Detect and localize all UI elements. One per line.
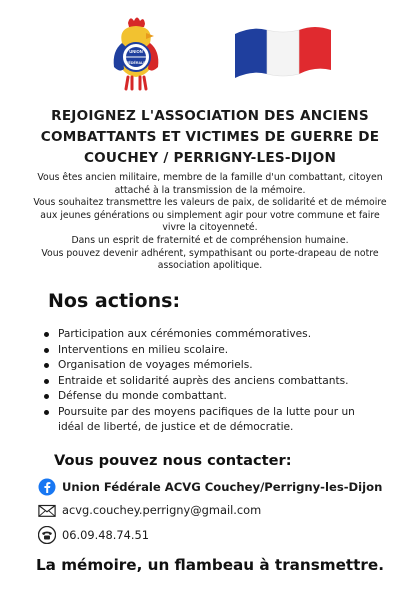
contact-heading: Vous pouvez nous contacter: xyxy=(54,452,292,469)
logo-text-bottom: FÉDÉRALE xyxy=(126,61,146,65)
title-line-1: REJOIGNEZ L'ASSOCIATION DES ANCIENS xyxy=(51,108,369,124)
actions-list xyxy=(44,327,384,436)
intro-line: Vous souhaitez transmettre les valeurs de paix, de solidarité et de mémoire xyxy=(33,197,387,209)
facebook-label[interactable]: Union Fédérale ACVG Couchey/Perrigny-les-Dijon xyxy=(62,480,383,494)
bullet-icon xyxy=(44,363,49,368)
list-item-text: Organisation de voyages mémoriels. xyxy=(58,359,253,371)
bullet-icon xyxy=(44,410,49,415)
bullet-icon xyxy=(44,394,49,399)
intro-line: aux jeunes générations ou simplement agir pour votre commune et faire xyxy=(40,209,380,221)
list-item-text: Poursuite par des moyens pacifiques de la lutte pour un xyxy=(58,405,355,418)
bullet-icon xyxy=(44,379,49,384)
french-flag-icon xyxy=(233,20,333,84)
list-item-text: Défense du monde combattant. xyxy=(58,390,227,402)
intro-line: attaché à la transmission de la mémoire. xyxy=(114,184,306,196)
title-line-2: COMBATTANTS ET VICTIMES DE GUERRE DE xyxy=(40,129,380,145)
actions-heading: Nos actions: xyxy=(48,290,181,312)
union-federale-logo-icon xyxy=(108,13,164,93)
facebook-icon xyxy=(38,478,56,496)
logo-text-top: UNION xyxy=(129,49,143,54)
list-item-text: idéal de liberté, de justice et de démocratie. xyxy=(58,421,294,433)
slogan: La mémoire, un flambeau à transmettre. xyxy=(35,556,384,574)
list-item xyxy=(44,389,384,405)
list-item xyxy=(44,358,384,374)
intro-line: Vous pouvez devenir adhérent, sympathisant ou porte-drapeau de notre xyxy=(41,247,379,259)
email-address[interactable]: acvg.couchey.perrigny@gmail.com xyxy=(62,503,262,517)
intro-line: Dans un esprit de fraternité et de compréhension humaine. xyxy=(71,234,349,246)
title-line-3: COUCHEY / PERRIGNY-LES-DIJON xyxy=(83,150,337,166)
facebook-contact[interactable] xyxy=(38,478,382,496)
intro-line: Vous êtes ancien militaire, membre de la famille d'un combattant, citoyen xyxy=(37,172,383,183)
intro-line: vivre la citoyenneté. xyxy=(162,222,258,234)
list-item-continuation xyxy=(44,420,384,436)
phone-number[interactable]: 06.09.48.74.51 xyxy=(62,528,149,542)
phone-contact[interactable] xyxy=(38,526,149,544)
list-item xyxy=(44,374,384,390)
intro-line: association apolitique. xyxy=(157,260,263,272)
list-item-text: Entraide et solidarité auprès des anciens combattants. xyxy=(58,374,349,387)
page-title xyxy=(40,106,380,169)
envelope-icon xyxy=(38,501,56,519)
list-item-text: Interventions en milieu scolaire. xyxy=(58,343,229,356)
email-contact[interactable] xyxy=(38,501,261,519)
intro-paragraph xyxy=(28,172,392,273)
list-item-text: Participation aux cérémonies commémoratives. xyxy=(58,328,312,340)
bullet-icon xyxy=(44,348,49,353)
list-item xyxy=(44,343,384,359)
bullet-icon xyxy=(44,332,49,337)
list-item xyxy=(44,327,384,343)
list-item xyxy=(44,405,384,421)
telephone-icon xyxy=(38,526,56,544)
